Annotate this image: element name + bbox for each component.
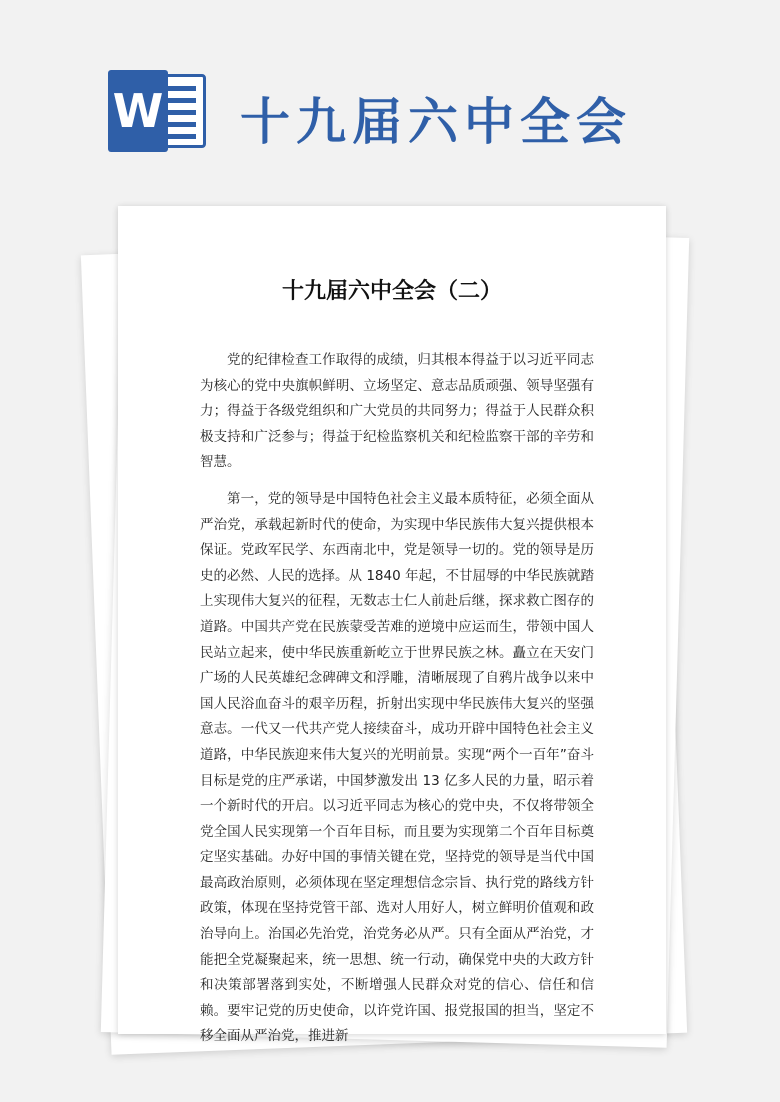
paragraph-1: 党的纪律检查工作取得的成绩，归其根本得益于以习近平同志为核心的党中央旗帜鲜明、立场坚定、意志品质顽强、领导坚强有力；得益于各级党组织和广大党员的共同努力；得益于人民群众积极支持和广泛参与；得益于纪检监察机关和纪检监察干部的辛劳和智慧。 xyxy=(200,352,594,471)
document-title: 十九届六中全会（二） xyxy=(281,279,502,304)
header-banner xyxy=(0,0,780,200)
header-title: 十九届六中全会 xyxy=(240,93,632,151)
document-page xyxy=(118,206,666,1045)
paragraph-2: 第一，党的领导是中国特色社会主义最本质特征，必须全面从严治党，承载起新时代的使命，为实现中华民族伟大复兴提供根本保证。党政军民学、东西南北中，党是领导一切的。党的领导是历史的必然、人民的选择。从 1840 年起，不甘屈辱的中华民族就踏上实现伟大复兴的征程，无数志士仁人前赴后继，探求救亡图存的道路。中国共产党在民族蒙受苦难的逆境中应运而生，带领中国人民站立起来，使中华民族重新屹立于世界民族之林。矗立在天安门广场的人民英雄纪念碑碑文和浮雕，清晰展现了自鸦片战争以来中国人民浴血奋斗的艰辛历程，折射出实现中华民族伟大复兴的坚强意志。一代又一代共产党人接续奋斗，成功开辟中国特色社会主义道路，中华民族迎来伟大复兴的光明前景。实现“两个一百年”奋斗目标是党的庄严承诺，中国梦激发出 13 亿多人民的力量，昭示着一个新时代的开启。以习近平同志为核心的党中央，不仅将带领全党全国人民实现第一个百年目标，而且要为实现第二个百年目标奠定坚实基础。办好中国的事情关键在党，坚持党的领导是当代中国最高政治原则，必须体现在坚定理想信念宗旨、执行党的路线方针政策，体现在坚持党管干部、选对人用好人，树立鲜明价值观和政治导向上。治国必先治党，治党务必从严。只有全面从严治党，才能把全党凝聚起来，统一思想、统一行动，确保党中央的大政方针和决策部署落到实处，不断增强人民群众对党的信心、信任和信赖。要牢记党的历史使命，以许党许国、报党报国的担当，坚定不移全面从严治党，推进新 xyxy=(200,490,594,1045)
word-document-icon xyxy=(108,70,208,152)
document-body xyxy=(200,348,594,1061)
word-icon-letter: W xyxy=(108,70,168,152)
